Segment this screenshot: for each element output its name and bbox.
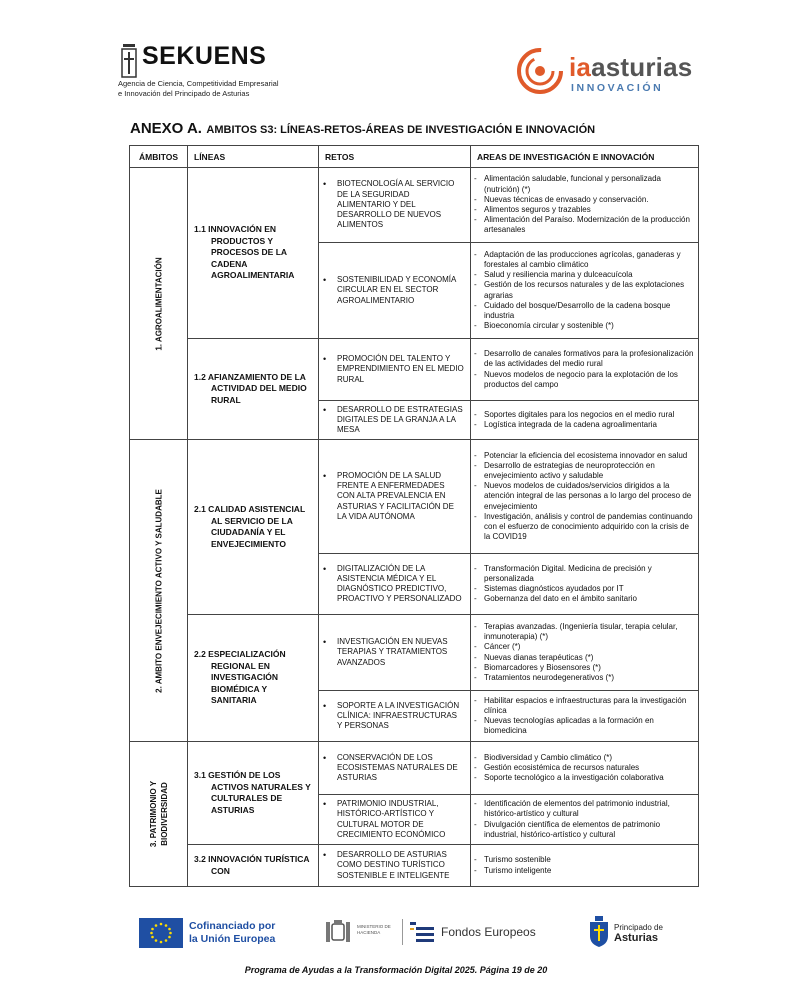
- area-item: Soporte tecnológico a la investigación colaborativa: [484, 773, 664, 783]
- principado-crest-icon: [588, 914, 610, 948]
- linea-cell: [188, 168, 319, 339]
- footer-logos: [0, 910, 792, 955]
- area-item: Soportes digitales para los negocios en el medio rural: [484, 409, 675, 419]
- bullet-icon: •: [323, 404, 327, 415]
- bullet-icon: •: [323, 563, 327, 574]
- area-item: Investigación, análisis y control de pandemias continuando con el esfuerzo de conocimiento adquirido con la crisis de la COVID19: [484, 511, 693, 542]
- page-title: [130, 120, 595, 138]
- reto-cell: [319, 742, 471, 795]
- sekuens-logo: [118, 40, 318, 100]
- area-item: Potenciar la eficiencia del ecosistema innovador en salud: [484, 450, 688, 460]
- fondos-europeos-icon: [402, 919, 436, 945]
- ministerio-label: MINISTERIO DE HACIENDA: [357, 924, 391, 935]
- reto-text: DESARROLLO DE ASTURIAS COMO DESTINO TURÍSTICO SOSTENIBLE E INTELIGENTE: [337, 850, 450, 880]
- table-row: [130, 440, 699, 554]
- linea-label: 1.1 INNOVACIÓN EN PRODUCTOS Y PROCESOS DE LA CADENA AGROALIMENTARIA: [194, 224, 295, 281]
- sekuens-subtitle-1: Agencia de Ciencia, Competitividad Empresarial: [118, 79, 279, 88]
- area-item: Biodiversidad y Cambio climático (*): [484, 752, 613, 762]
- area-item: Salud y resiliencia marina y dulceacuícola: [484, 270, 633, 280]
- area-cell: - Terapias avanzadas. (Ingeniería tisular, terapia celular, inmunoterapia) (*) - Cáncer (*) - Nuevas dianas terapéuticas (*) - Biomarcadores y Biosensores (*) - Tratamientos neurodegenerativos (*): [471, 615, 699, 691]
- title-annex: ANEXO A.: [130, 120, 202, 137]
- area-cell: - Soportes digitales para los negocios en el medio rural - Logística integrada de la cadena agroalimentaria: [471, 401, 699, 440]
- area-item: Turismo inteligente: [484, 865, 552, 875]
- area-item: Biomarcadores y Biosensores (*): [484, 662, 601, 672]
- area-item: Bioeconomía circular y sostenible (*): [484, 321, 614, 331]
- area-cell: - Turismo sostenible - Turismo inteligente: [471, 845, 699, 887]
- sekuens-name: SEKUENS: [142, 42, 267, 70]
- bullet-icon: •: [323, 470, 327, 481]
- ambito-label: 3. PATRIMONIO Y: [148, 780, 158, 848]
- ambito-cell-1: [130, 168, 188, 440]
- linea-label: 2.2 ESPECIALIZACIÓN REGIONAL EN INVESTIGACIÓN BIOMÉDICA Y SANITARIA: [194, 649, 286, 706]
- table-row: [130, 168, 699, 243]
- area-cell: - Desarrollo de canales formativos para la profesionalización de las actividades del medio rural - Nuevos modelos de negocio para la explotación de los productos del campo: [471, 339, 699, 401]
- area-cell: - Habilitar espacios e infraestructuras para la investigación clínica - Nuevas tecnologías aplicadas a la formación en biomedicina: [471, 691, 699, 742]
- area-item: Terapias avanzadas. (Ingeniería tisular, terapia celular, inmunoterapia) (*): [484, 621, 678, 642]
- linea-label: 3.1 GESTIÓN DE LOS ACTIVOS NATURALES Y CULTURALES DE ASTURIAS: [194, 770, 311, 815]
- reto-text: PATRIMONIO INDUSTRIAL, HISTÓRICO-ARTÍSTICO Y CULTURAL MOTOR DE CRECIMIENTO ECONÓMICO: [337, 799, 446, 839]
- area-item: Divulgación científica de elementos de patrimonio industrial, histórico-artístico y cultural: [484, 819, 661, 839]
- eu-line1: Cofinanciado por: [189, 920, 276, 932]
- reto-text: SOPORTE A LA INVESTIGACIÓN CLÍNICA: INFRAESTRUCTURAS Y PERSONAS: [337, 700, 460, 731]
- linea-cell: [188, 845, 319, 887]
- asturias-crest-icon: [120, 40, 138, 80]
- linea-cell: [188, 615, 319, 742]
- area-item: Gestión de los recursos naturales y de las explotaciones agrarias: [484, 280, 685, 300]
- bullet-icon: •: [323, 850, 327, 861]
- area-item: Logística integrada de la cadena agroalimentaria: [484, 420, 658, 429]
- area-item: Alimentación saludable, funcional y personalizada (nutrición) (*): [484, 174, 661, 194]
- ambitos-table: [129, 145, 699, 887]
- bullet-icon: •: [323, 752, 327, 763]
- reto-cell: [319, 795, 471, 845]
- linea-label: 1.2 AFIANZAMIENTO DE LA ACTIVIDAD DEL MEDIO RURAL: [194, 371, 307, 405]
- table-row: [130, 339, 699, 401]
- area-item: Nuevas técnicas de envasado y conservación.: [484, 194, 649, 204]
- principado-line2: Asturias: [614, 932, 659, 944]
- area-item: Alimentación del Paraíso. Modernización de la producción artesanales: [484, 215, 690, 235]
- area-item: Cáncer (*): [484, 642, 521, 652]
- reto-text: PROMOCIÓN DEL TALENTO Y EMPRENDIMIENTO EN EL MEDIO RURAL: [337, 354, 464, 384]
- area-item: Transformación Digital. Medicina de precisión y personalizada: [484, 563, 652, 583]
- area-item: Nuevas tecnologías aplicadas a la formación en biomedicina: [484, 716, 654, 736]
- bullet-icon: •: [323, 179, 327, 190]
- spain-crest-icon: [323, 918, 353, 946]
- fondos-europeos-label: Fondos Europeos: [441, 925, 536, 939]
- bullet-icon: •: [323, 275, 327, 286]
- eu-flag-icon: [139, 918, 183, 948]
- area-cell: - Alimentación saludable, funcional y personalizada (nutrición) (*) - Nuevas técnicas de envasado y conservación. - Alimentos seguros y trazables - Alimentación del Paraíso. Modernización de la producción artesanales: [471, 168, 699, 243]
- iasturias-logo: [515, 46, 693, 106]
- reto-text: PROMOCIÓN DE LA SALUD FRENTE A ENFERMEDADES CON ALTA PREVALENCIA EN ASTURIAS Y FACILITACIÓN DE LA VIDA AUTÓNOMA: [337, 470, 454, 521]
- reto-cell: [319, 401, 471, 440]
- reto-text: INVESTIGACIÓN EN NUEVAS TERAPIAS Y TRATAMIENTOS AVANZADOS: [337, 637, 448, 667]
- area-item: Desarrollo de estrategias de neuroprotección en envejecimiento activo y saludable: [484, 460, 655, 480]
- area-item: Identificación de elementos del patrimonio industrial, histórico-artístico y cultural: [484, 799, 670, 819]
- iasturias-circle-icon: [515, 46, 565, 96]
- reto-cell: [319, 845, 471, 887]
- area-cell: - Biodiversidad y Cambio climático (*) - Gestión ecosistémica de recursos naturales - Soporte tecnológico a la investigación colaborativa: [471, 742, 699, 795]
- ia-name: asturias: [591, 52, 693, 82]
- reto-text: DIGITALIZACIÓN DE LA ASISTENCIA MÉDICA Y EL DIAGNÓSTICO PREDICTIVO, PROACTIVO Y PERSONALIZADO: [337, 563, 462, 604]
- ambito-label: 2. AMBITO ENVEJECIMIENTO ACTIVO Y SALUDABLE: [154, 488, 163, 693]
- header-areas: AREAS DE INVESTIGACIÓN E INNOVACIÓN: [471, 146, 699, 168]
- area-cell: - Identificación de elementos del patrimonio industrial, histórico-artístico y cultural - Divulgación científica de elementos de patrimonio industrial, histórico-artístico y cultural: [471, 795, 699, 845]
- area-item: Gobernanza del dato en el ámbito sanitario: [484, 594, 637, 604]
- area-item: Gestión ecosistémica de recursos naturales: [484, 762, 640, 772]
- reto-cell: [319, 243, 471, 339]
- principado-line1: Principado de: [614, 923, 663, 932]
- reto-cell: [319, 168, 471, 243]
- title-subtitle: AMBITOS S3: LÍNEAS-RETOS-ÁREAS DE INVESTIGACIÓN E INNOVACIÓN: [206, 124, 596, 136]
- reto-cell: [319, 440, 471, 554]
- ambito-cell-2: [130, 440, 188, 742]
- area-item: Sistemas diagnósticos ayudados por IT: [484, 584, 624, 593]
- bullet-icon: •: [323, 799, 327, 810]
- reto-text: CONSERVACIÓN DE LOS ECOSISTEMAS NATURALES DE ASTURIAS: [337, 752, 458, 783]
- table-row: [130, 742, 699, 795]
- ambito-label: BIODIVERSIDAD: [159, 782, 169, 846]
- area-item: Alimentos seguros y trazables: [484, 205, 591, 214]
- sekuens-subtitle-2: e Innovación del Principado de Asturias: [118, 89, 250, 98]
- reto-text: SOSTENIBILIDAD Y ECONOMÍA CIRCULAR EN EL SECTOR AGROALIMENTARIO: [337, 275, 456, 305]
- reto-text: DESARROLLO DE ESTRATEGIAS DIGITALES DE LA GRANJA A LA MESA: [337, 404, 463, 435]
- ambito-label: 1. AGROALIMENTACIÓN: [154, 256, 163, 351]
- page-footer: Programa de Ayudas a la Transformación Digital 2025. Página 19 de 20: [244, 965, 548, 975]
- area-item: Nuevos modelos de cuidados/servicios dirigidos a la atención integral de las personas a lo largo del proceso de envejecimiento: [484, 481, 692, 511]
- table-row: [130, 615, 699, 691]
- ia-prefix: ia: [569, 52, 592, 82]
- reto-cell: [319, 339, 471, 401]
- area-item: Adaptación de las producciones agrícolas, ganaderas y forestales al cambio climático: [484, 249, 681, 269]
- area-cell: - Potenciar la eficiencia del ecosistema innovador en salud - Desarrollo de estrategias de neuroprotección en envejecimiento activo y saludable - Nuevos modelos de cuidados/servicios dirigidos a la atención integral de las personas a lo largo del proceso de envejecimiento - Investigación, análisis y control de pandemias continuando con el esfuerzo de conocimiento adquirido con la crisis de la COVID19: [471, 440, 699, 554]
- area-item: Cuidado del bosque/Desarrollo de la cadena bosque industria: [484, 300, 671, 320]
- ia-subtitle: INNOVACIÓN: [571, 82, 664, 94]
- reto-cell: [319, 615, 471, 691]
- bullet-icon: •: [323, 637, 327, 648]
- table-header-row: [130, 146, 699, 168]
- area-item: Tratamientos neurodegenerativos (*): [484, 672, 614, 682]
- ambito-cell-3: [130, 742, 188, 887]
- area-item: Turismo sostenible: [484, 855, 551, 865]
- reto-cell: [319, 554, 471, 615]
- area-item: Habilitar espacios e infraestructuras para la investigación clínica: [484, 695, 687, 715]
- area-cell: - Transformación Digital. Medicina de precisión y personalizada - Sistemas diagnósticos ayudados por IT - Gobernanza del dato en el ámbito sanitario: [471, 554, 699, 615]
- area-item: Nuevas dianas terapéuticas (*): [484, 652, 594, 662]
- bullet-icon: •: [323, 354, 327, 365]
- reto-text: BIOTECNOLOGÍA AL SERVICIO DE LA SEGURIDAD ALIMENTARIO Y DEL DESARROLLO DE NUEVOS ALIMENTOS: [337, 179, 455, 230]
- linea-cell: [188, 742, 319, 845]
- eu-line2: la Unión Europea: [189, 933, 276, 945]
- table-row: [130, 845, 699, 887]
- area-item: Nuevos modelos de negocio para la explotación de los productos del campo: [484, 369, 678, 389]
- linea-cell: [188, 440, 319, 615]
- area-cell: - Adaptación de las producciones agrícolas, ganaderas y forestales al cambio climático - Salud y resiliencia marina y dulceacuícola - Gestión de los recursos naturales y de las explotaciones agrarias - Cuidado del bosque/Desarrollo de la cadena bosque industria - Bioeconomía circular y sostenible (*): [471, 243, 699, 339]
- header-ambitos: ÁMBITOS: [130, 146, 188, 168]
- linea-cell: [188, 339, 319, 440]
- header-retos: RETOS: [319, 146, 471, 168]
- bullet-icon: •: [323, 700, 327, 711]
- reto-cell: [319, 691, 471, 742]
- area-item: Desarrollo de canales formativos para la profesionalización de las actividades del medio rural: [484, 349, 694, 369]
- header-lineas: LÍNEAS: [188, 146, 319, 168]
- linea-label: 2.1 CALIDAD ASISTENCIAL AL SERVICIO DE LA CIUDADANÍA Y EL ENVEJECIMIENTO: [194, 504, 305, 549]
- linea-label: 3.2 INNOVACIÓN TURÍSTICA CON: [194, 854, 310, 876]
